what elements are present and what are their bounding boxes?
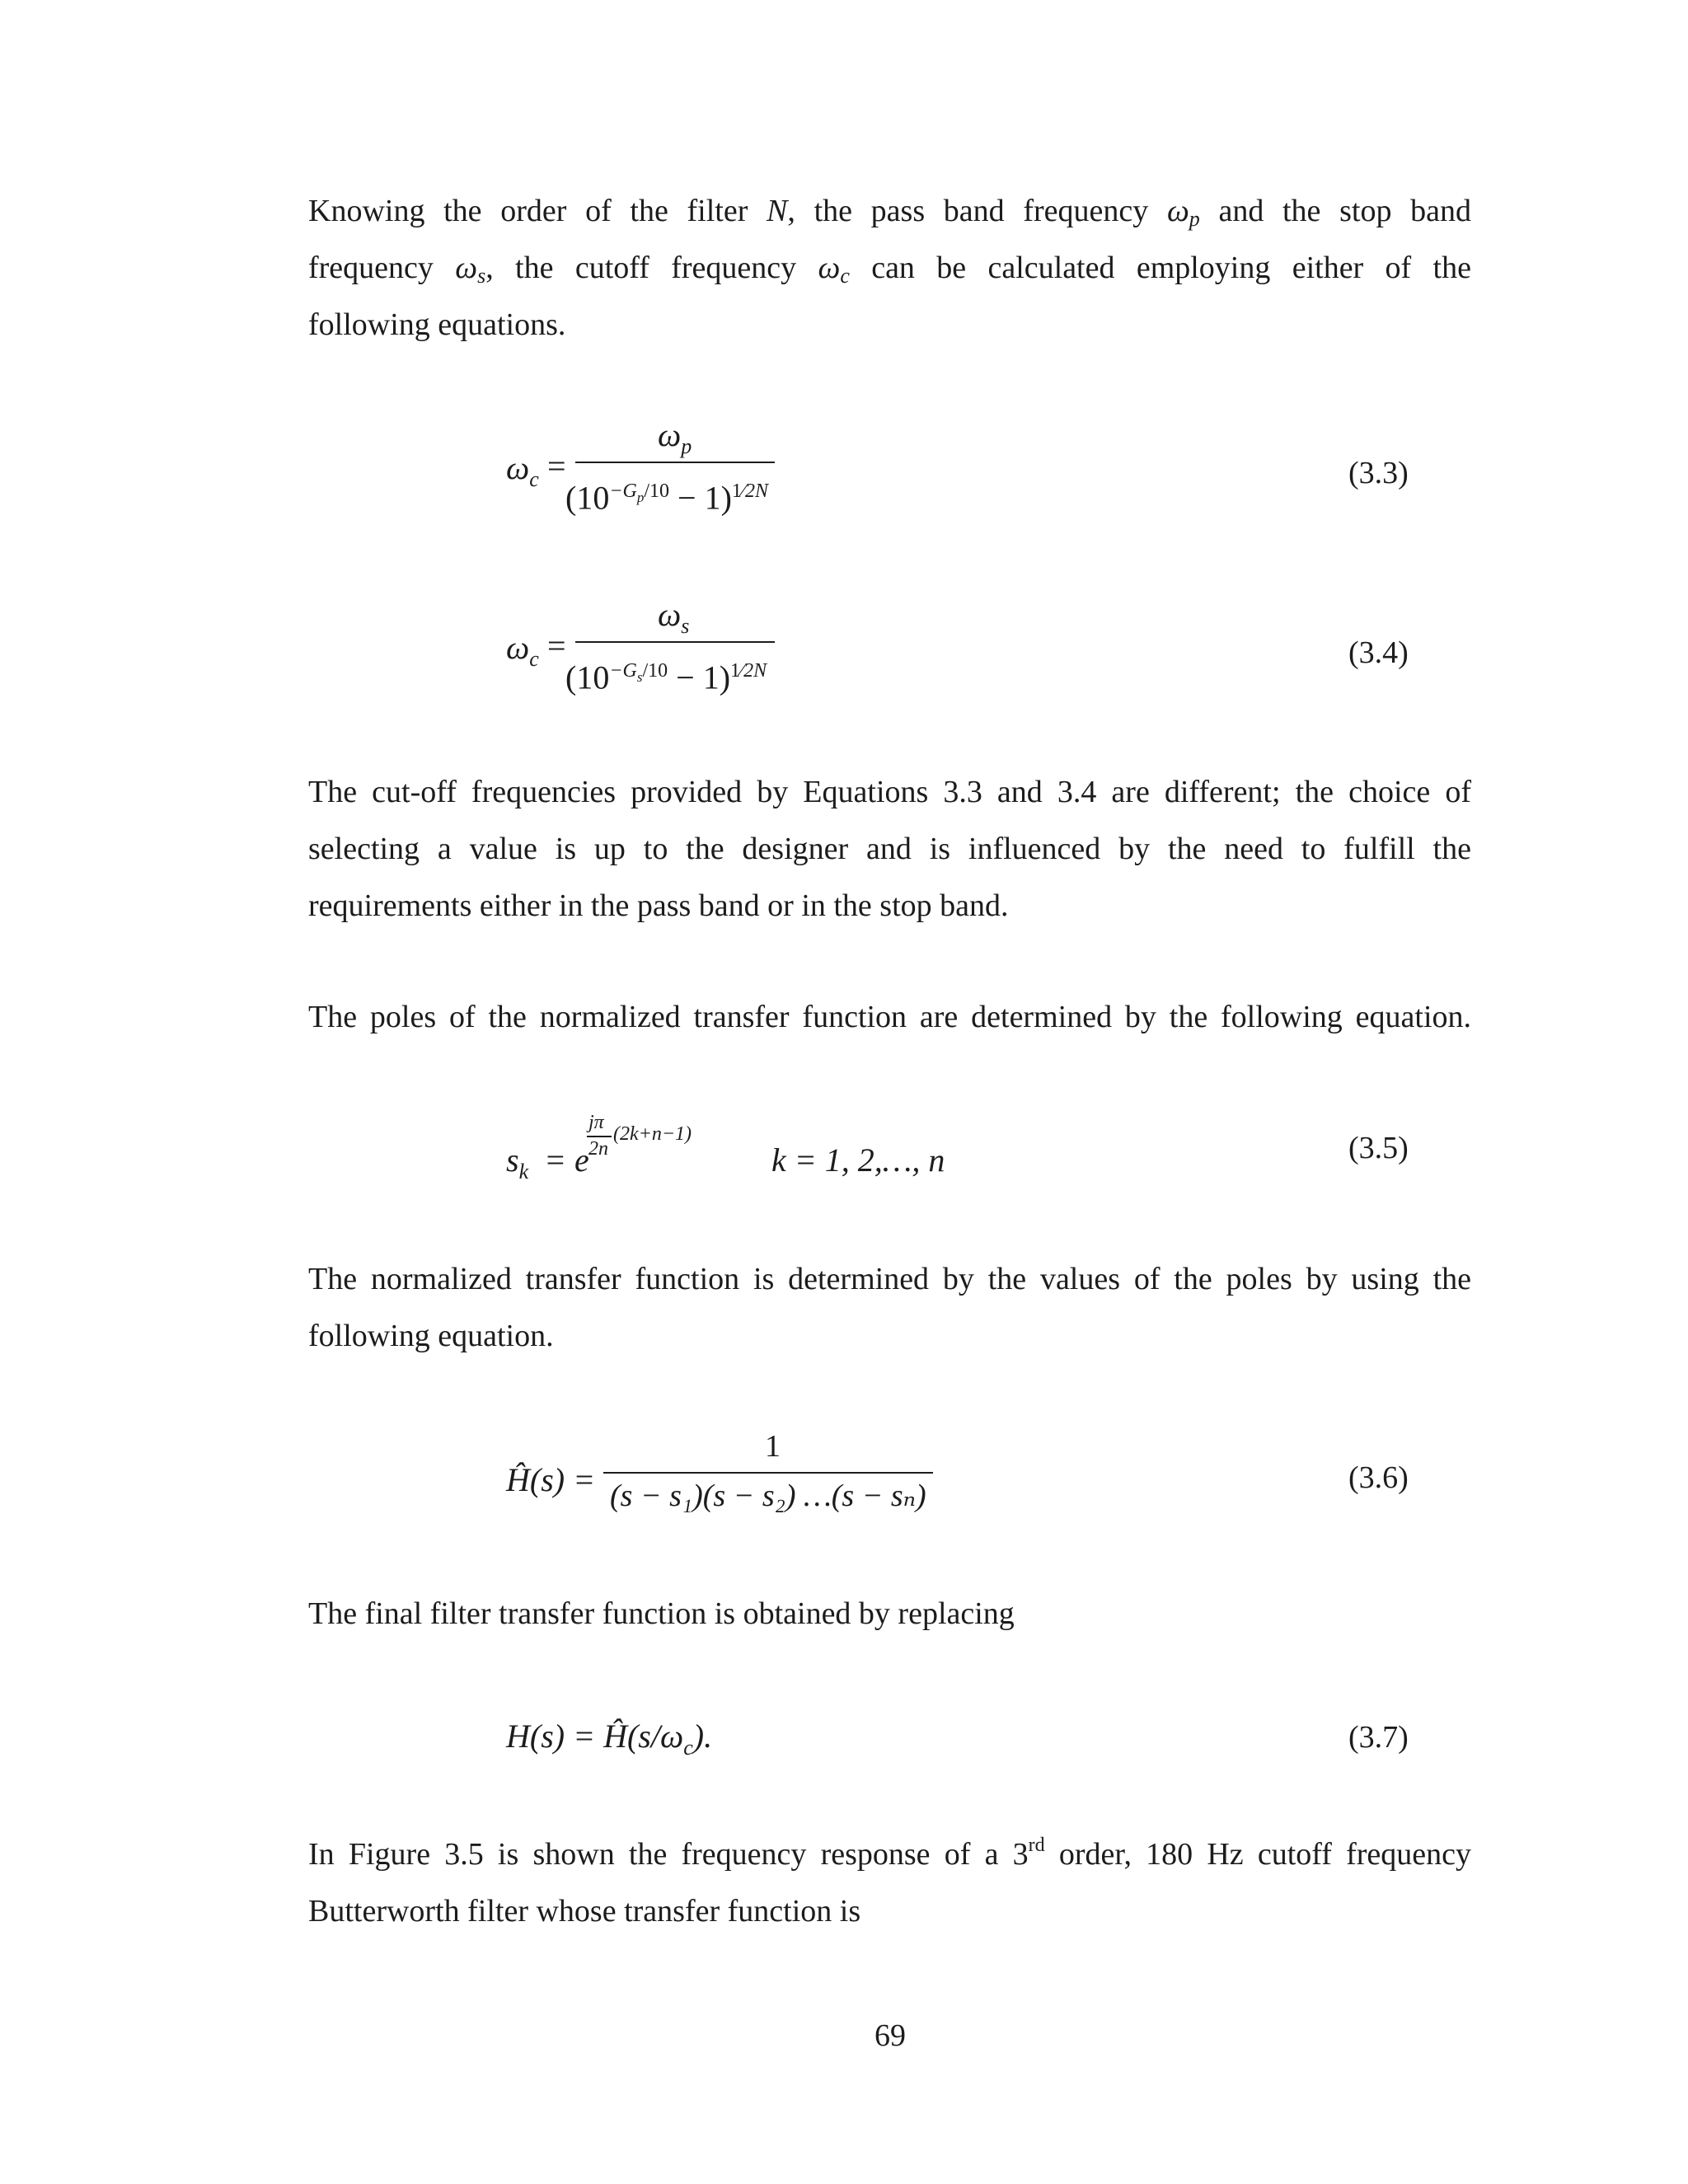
exponent-fraction-bar <box>587 1136 612 1137</box>
paragraph-cutoff-choice <box>308 764 1471 935</box>
paragraph-line: Butterworth filter whose transfer function is <box>308 1894 861 1929</box>
equation-3-4 <box>0 592 1688 715</box>
fraction-bar <box>603 1472 933 1474</box>
equation-lhs: $\omega_c$ <box>506 629 539 671</box>
exponent-tail: (2k+n−1) <box>613 1123 692 1145</box>
paragraph-line: selecting a value is up to the designer and is influenced by the need to fulfill the <box>308 832 1471 866</box>
equation-expression: $H(s) = Ĥ(s/\omega_c)$. <box>506 1718 713 1760</box>
exponent-numerator: jπ <box>588 1112 604 1133</box>
exponent-denominator: 2n <box>588 1138 608 1160</box>
paragraph-intro <box>308 183 1471 354</box>
paragraph-line: In Figure 3.5 is shown the frequency response of a 3rd order, 180 Hz cutoff frequency <box>308 1835 1471 1872</box>
equation-equals: = <box>547 627 566 664</box>
paragraph-line: following equation. <box>308 1319 554 1353</box>
equation-number: (3.4) <box>1348 635 1409 670</box>
equation-numerator: $\omega_s$ <box>658 596 690 638</box>
equation-3-7 <box>0 1710 1688 1776</box>
paragraph-line: The cut-off frequencies provided by Equations 3.3 and 3.4 are different; the choice of <box>308 775 1471 809</box>
equation-numerator: 1 <box>765 1429 781 1464</box>
equation-range: k = 1, 2,…, n <box>771 1141 945 1179</box>
paragraph-poles <box>308 989 1471 1046</box>
equation-numerator: $\omega_p$ <box>658 416 692 458</box>
paragraph-line: The final filter transfer function is obtained by replacing <box>308 1596 1015 1631</box>
paragraph-line: Knowing the order of the filter N, the pass band frequency $\omega_p$ and the stop band <box>308 194 1471 231</box>
equation-3-3 <box>0 412 1688 536</box>
equation-denominator: $(10^{-G_p/10} - 1)^{1⁄2N}$ <box>565 479 768 517</box>
equation-number: (3.5) <box>1348 1131 1409 1165</box>
paragraph-line: The poles of the normalized transfer function are determined by the following equation. <box>308 1000 1471 1034</box>
equation-3-6 <box>0 1426 1688 1533</box>
fraction-bar <box>575 641 775 643</box>
equation-denominator: (s − s₁)(s − s₂) …(s − sₙ) <box>610 1479 926 1513</box>
equation-3-5 <box>0 1113 1688 1203</box>
equation-lhs: $s_k$ <box>506 1141 529 1183</box>
equation-equals: = <box>547 448 566 485</box>
equation-number: (3.6) <box>1348 1460 1409 1495</box>
paragraph-line: The normalized transfer function is determined by the values of the poles by using the <box>308 1262 1471 1296</box>
paragraph-figure-ref <box>308 1826 1471 1940</box>
fraction-bar <box>575 462 775 463</box>
paragraph-final <box>308 1586 1471 1643</box>
equation-lhs: $\omega_c$ <box>506 449 539 491</box>
equation-number: (3.3) <box>1348 456 1409 490</box>
equation-number: (3.7) <box>1348 1720 1409 1755</box>
paragraph-normalized <box>308 1251 1471 1365</box>
paragraph-line: following equations. <box>308 307 566 342</box>
equation-rhs-base: = e <box>544 1141 589 1179</box>
paragraph-line: frequency $\omega_s$, the cutoff frequency $\omega_c$ can be calculated employing either of the <box>308 251 1471 288</box>
page-number: 69 <box>874 2018 906 2053</box>
equation-denominator: $(10^{-G_s/10} - 1)^{1⁄2N}$ <box>565 658 767 696</box>
paragraph-line: requirements either in the pass band or in the stop band. <box>308 888 1009 923</box>
equation-lhs: Ĥ(s) = <box>506 1461 596 1498</box>
